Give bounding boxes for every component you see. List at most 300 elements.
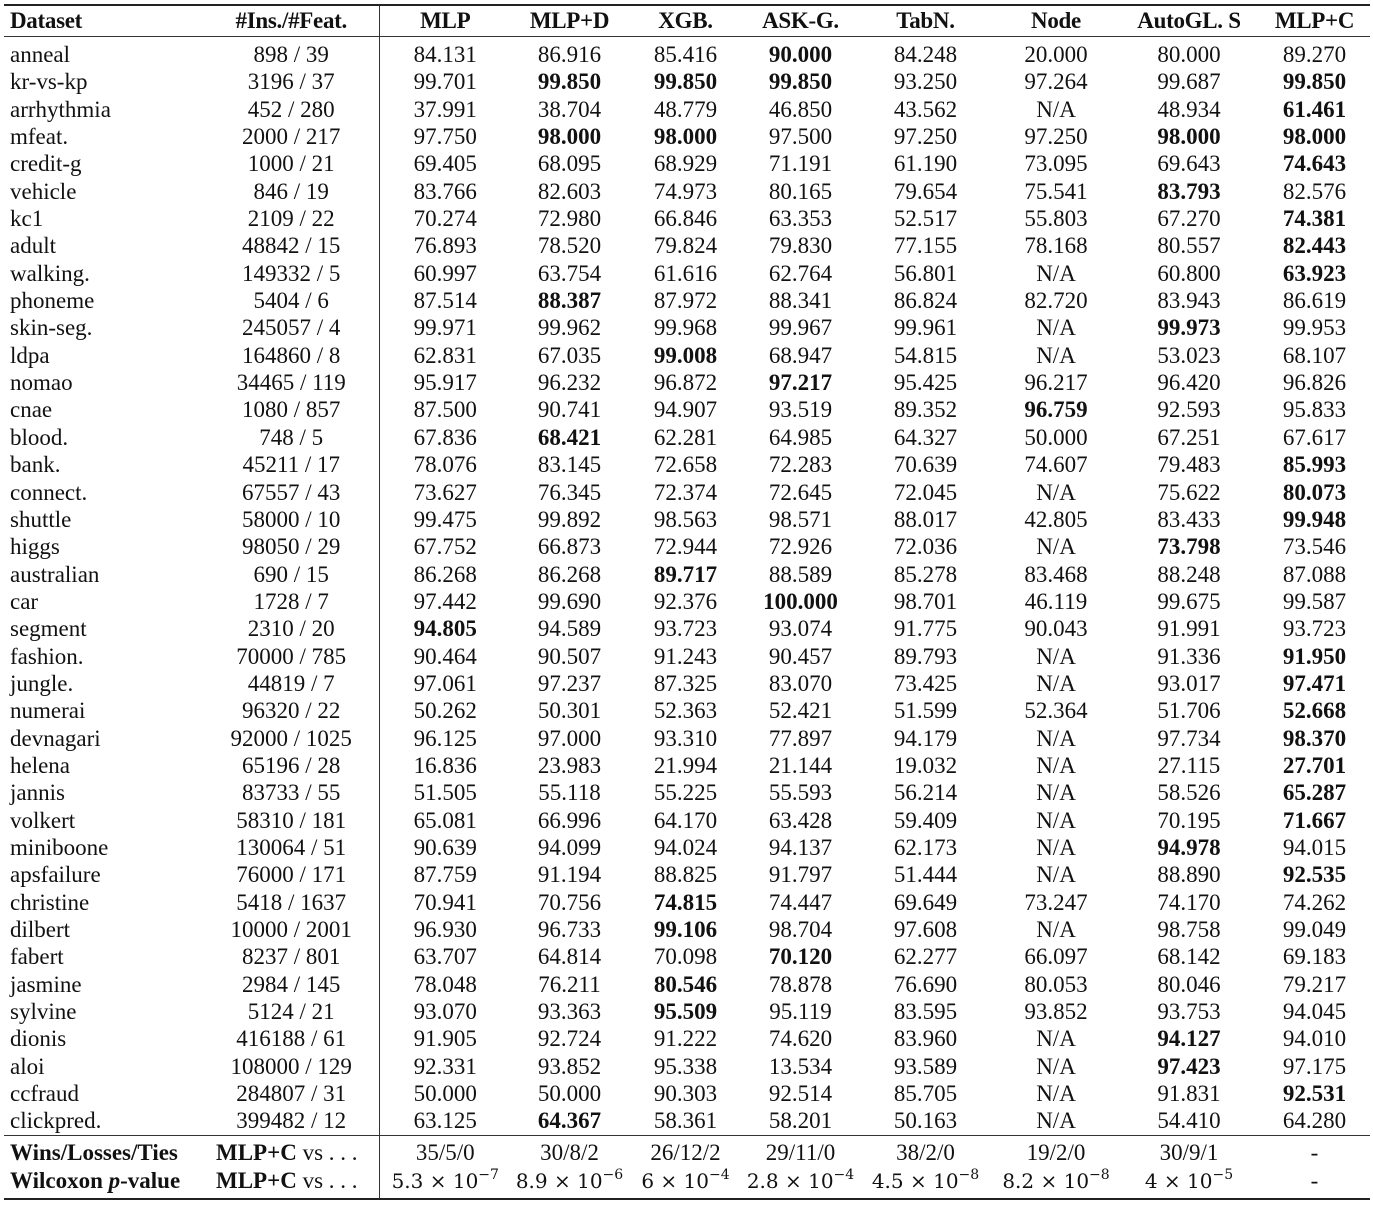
score-cell: N/A: [1036, 643, 1076, 669]
dataset-name: skin-seg.: [10, 315, 93, 341]
score-cell: 58.361: [653, 1108, 718, 1134]
score-cell-best: 94.127: [1157, 1026, 1221, 1052]
score-cell: 82.576: [1282, 178, 1347, 204]
score-cell: 95.425: [893, 370, 958, 396]
score-cell: 83.468: [1024, 561, 1088, 587]
score-cell: 87.325: [653, 670, 718, 696]
score-cell: 97.250: [893, 124, 958, 150]
score-cell-best: 63.923: [1282, 260, 1347, 286]
score-cell: 91.194: [537, 862, 602, 888]
score-cell: 86.824: [893, 288, 958, 314]
table-row: [4, 807, 1370, 834]
pvalue-exponent: −4: [833, 1166, 855, 1183]
score-cell: N/A: [1036, 1053, 1076, 1079]
score-cell: 50.163: [893, 1108, 958, 1134]
score-cell: 56.214: [893, 780, 958, 806]
score-cell: 62.173: [893, 834, 958, 860]
score-cell: N/A: [1036, 807, 1076, 833]
score-cell-best: 98.000: [1282, 124, 1347, 150]
score-cell: 63.428: [768, 807, 833, 833]
score-cell: 78.520: [537, 233, 602, 259]
score-cell: 78.878: [768, 971, 833, 997]
table-row: [4, 396, 1370, 423]
wins-losses-ties-value: 35/5/0: [415, 1140, 475, 1166]
score-cell: 72.980: [537, 206, 602, 232]
score-cell: 66.996: [537, 807, 602, 833]
column-header-method: MLP: [420, 8, 471, 34]
score-cell: 91.905: [413, 1026, 477, 1052]
score-cell: 87.500: [413, 397, 477, 423]
table-row: [4, 96, 1370, 123]
score-cell: 86.619: [1282, 288, 1347, 314]
header-row: [4, 5, 1370, 37]
score-cell: N/A: [1036, 752, 1076, 778]
score-cell: 96.733: [537, 917, 602, 943]
score-cell: 51.444: [893, 862, 958, 888]
table-row: [4, 451, 1370, 478]
score-cell: 97.175: [1282, 1053, 1347, 1079]
score-cell-best: 94.805: [413, 616, 477, 642]
score-cell: 97.750: [413, 124, 477, 150]
score-cell-best: 88.387: [537, 288, 602, 314]
instances-features: 76000 / 171: [204, 861, 379, 888]
instances-features: 67557 / 43: [204, 479, 379, 506]
score-cell: 93.852: [537, 1053, 602, 1079]
score-cell: 92.331: [413, 1053, 477, 1079]
score-cell: 98.563: [653, 506, 718, 532]
score-cell: 96.872: [653, 370, 718, 396]
score-cell: 85.278: [893, 561, 958, 587]
score-cell: 99.587: [1282, 588, 1347, 614]
score-cell: 88.017: [893, 506, 958, 532]
score-cell: 64.814: [537, 944, 602, 970]
score-cell: 89.352: [893, 397, 958, 423]
score-cell-best: 80.546: [653, 971, 718, 997]
pvalue-mantissa: 4 × 10: [1144, 1168, 1213, 1193]
score-cell: 93.250: [893, 69, 958, 95]
score-cell: 73.546: [1282, 534, 1347, 560]
instances-features: 48842 / 15: [204, 232, 379, 259]
wins-losses-ties-value: 30/9/1: [1159, 1140, 1219, 1166]
score-cell: 50.301: [537, 698, 602, 724]
pvalue-mantissa: -: [1310, 1168, 1319, 1194]
wilcoxon-pvalue: [1259, 1167, 1370, 1199]
score-cell: 51.599: [893, 698, 958, 724]
score-cell: 70.274: [413, 206, 477, 232]
wins-losses-ties-value: 19/2/0: [1026, 1140, 1086, 1166]
score-cell: 80.046: [1157, 971, 1221, 997]
score-cell: 94.099: [537, 834, 602, 860]
score-cell: 93.363: [537, 999, 602, 1025]
dataset-name: volkert: [10, 807, 76, 833]
dataset-name: car: [10, 588, 39, 614]
score-cell-best: 97.217: [768, 370, 833, 396]
score-cell: 99.892: [537, 506, 602, 532]
score-cell: 69.405: [413, 151, 477, 177]
score-cell-best: 98.000: [537, 124, 602, 150]
score-cell-best: 71.667: [1282, 807, 1347, 833]
score-cell: 99.967: [768, 315, 833, 341]
score-cell: 83.145: [537, 452, 602, 478]
score-cell: N/A: [1036, 834, 1076, 860]
instances-features: 284807 / 31: [204, 1080, 379, 1107]
score-cell: N/A: [1036, 315, 1076, 341]
score-cell: 74.170: [1157, 889, 1221, 915]
score-cell: 72.645: [768, 479, 833, 505]
dataset-name: anneal: [10, 42, 71, 68]
score-cell: 63.125: [413, 1108, 477, 1134]
table-row: [4, 752, 1370, 779]
instances-features: 748 / 5: [204, 424, 379, 451]
score-cell: 80.165: [768, 178, 833, 204]
score-cell: 52.421: [768, 698, 833, 724]
score-cell-best: 82.443: [1282, 233, 1347, 259]
dataset-name: higgs: [10, 534, 60, 560]
table-row: [4, 1080, 1370, 1107]
score-cell: 98.701: [893, 588, 958, 614]
summary-section: [4, 1135, 1370, 1199]
score-cell: 88.890: [1157, 862, 1221, 888]
column-header-method: TabN.: [896, 8, 955, 34]
score-cell: 67.035: [537, 342, 602, 368]
score-cell: 23.983: [537, 752, 602, 778]
instances-features: 5124 / 21: [204, 998, 379, 1025]
score-cell: 38.704: [537, 96, 602, 122]
score-cell: 71.191: [768, 151, 833, 177]
score-cell: 55.118: [538, 780, 601, 806]
score-cell: 13.534: [768, 1053, 833, 1079]
score-cell-best: 52.668: [1282, 698, 1347, 724]
score-cell-best: 100.000: [763, 588, 838, 614]
score-cell: 83.595: [893, 999, 958, 1025]
score-cell: 93.017: [1157, 670, 1221, 696]
score-cell: 60.997: [413, 260, 477, 286]
score-cell: 91.243: [653, 643, 718, 669]
score-cell-best: 99.850: [653, 69, 718, 95]
score-cell: 62.831: [413, 342, 477, 368]
column-header-method: Node: [1031, 8, 1081, 34]
table-row: [4, 178, 1370, 205]
column-header-method: AutoGL. S: [1137, 8, 1241, 34]
score-cell: 92.376: [653, 588, 718, 614]
table-row: [4, 369, 1370, 396]
score-cell: 83.433: [1157, 506, 1221, 532]
score-cell-best: 94.978: [1157, 834, 1221, 860]
score-cell: 55.803: [1024, 206, 1088, 232]
dataset-name: miniboone: [10, 834, 109, 860]
score-cell: 70.195: [1157, 807, 1221, 833]
score-cell: N/A: [1036, 1081, 1076, 1107]
score-cell: 55.593: [768, 780, 833, 806]
dataset-name: apsfailure: [10, 862, 101, 888]
score-cell: 61.190: [893, 151, 958, 177]
score-cell: 99.968: [653, 315, 718, 341]
score-cell: 97.442: [413, 588, 477, 614]
score-cell: 72.045: [893, 479, 958, 505]
dataset-name: numerai: [10, 698, 86, 724]
score-cell: N/A: [1036, 670, 1076, 696]
score-cell-best: 80.073: [1282, 479, 1347, 505]
score-cell: 97.237: [537, 670, 602, 696]
score-cell: 96.217: [1024, 370, 1088, 396]
score-cell: 99.687: [1157, 69, 1221, 95]
instances-features: 8237 / 801: [204, 943, 379, 970]
score-cell-best: 92.535: [1282, 862, 1347, 888]
score-cell: 46.119: [1024, 588, 1088, 614]
score-cell: 74.607: [1024, 452, 1088, 478]
dataset-name: helena: [10, 752, 71, 778]
score-cell-best: 99.850: [768, 69, 833, 95]
score-cell: N/A: [1036, 780, 1076, 806]
score-cell: 91.336: [1157, 643, 1221, 669]
instances-features: 5404 / 6: [204, 287, 379, 314]
score-cell-best: 92.531: [1282, 1081, 1347, 1107]
score-cell: 97.264: [1024, 69, 1088, 95]
table-row: [4, 1053, 1370, 1080]
instances-features: 2109 / 22: [204, 205, 379, 232]
column-header-method: XGB.: [658, 8, 713, 34]
table-row: [4, 205, 1370, 232]
score-cell-best: 99.948: [1282, 506, 1347, 532]
score-cell: 52.517: [893, 206, 958, 232]
table-row: [4, 588, 1370, 615]
score-cell: 94.015: [1282, 834, 1347, 860]
score-cell: 93.074: [768, 616, 833, 642]
instances-features: 1000 / 21: [204, 150, 379, 177]
score-cell: 86.268: [537, 561, 602, 587]
table-row: [4, 861, 1370, 888]
score-cell-best: 68.421: [537, 424, 602, 450]
summary-vs-label: MLP+C vs . . .: [204, 1135, 379, 1167]
dataset-name: kr-vs-kp: [10, 69, 88, 95]
score-cell: 68.947: [768, 342, 833, 368]
table-row: [4, 150, 1370, 177]
dataset-name: ldpa: [10, 342, 50, 368]
score-cell: 50.262: [413, 698, 477, 724]
instances-features: 399482 / 12: [204, 1107, 379, 1135]
score-cell-best: 95.509: [653, 999, 718, 1025]
table-row: [4, 670, 1370, 697]
summary-vs-label: MLP+C vs . . .: [204, 1167, 379, 1199]
score-cell: 89.270: [1282, 42, 1347, 68]
score-cell: 54.410: [1157, 1108, 1221, 1134]
score-cell: 96.930: [413, 917, 477, 943]
score-cell: 50.000: [537, 1081, 602, 1107]
instances-features: 45211 / 17: [204, 451, 379, 478]
score-cell: 99.971: [413, 315, 477, 341]
score-cell: N/A: [1036, 725, 1076, 751]
wins-losses-ties-row: [4, 1135, 1370, 1167]
score-cell: 91.991: [1157, 616, 1221, 642]
score-cell: N/A: [1036, 534, 1076, 560]
score-cell: 98.758: [1157, 917, 1221, 943]
score-cell: 91.831: [1157, 1081, 1221, 1107]
score-cell: 91.775: [893, 616, 958, 642]
score-cell: 48.779: [653, 96, 718, 122]
score-cell: 79.483: [1157, 452, 1221, 478]
dataset-name: kc1: [10, 206, 44, 232]
score-cell: 94.137: [768, 834, 833, 860]
instances-features: 1728 / 7: [204, 588, 379, 615]
score-cell: 58.526: [1157, 780, 1221, 806]
score-cell: 94.010: [1282, 1026, 1347, 1052]
instances-features: 452 / 280: [204, 96, 379, 123]
score-cell: 64.327: [893, 424, 958, 450]
score-cell: 83.943: [1157, 288, 1221, 314]
score-cell: 16.836: [413, 752, 477, 778]
score-cell: 67.836: [413, 424, 477, 450]
score-cell: 67.752: [413, 534, 477, 560]
score-cell: 60.800: [1157, 260, 1221, 286]
score-cell: 94.907: [653, 397, 718, 423]
score-cell: 97.734: [1157, 725, 1221, 751]
score-cell: 79.217: [1282, 971, 1347, 997]
score-cell: 64.280: [1282, 1108, 1347, 1134]
pvalue-mantissa: 5.3 × 10: [391, 1168, 479, 1193]
score-cell: 93.723: [653, 616, 718, 642]
score-cell: 75.541: [1024, 178, 1088, 204]
score-cell-best: 97.423: [1157, 1053, 1221, 1079]
score-cell: 62.764: [768, 260, 833, 286]
dataset-name: nomao: [10, 370, 73, 396]
instances-features: 416188 / 61: [204, 1025, 379, 1052]
score-cell: 62.281: [653, 424, 718, 450]
instances-features: 3196 / 37: [204, 68, 379, 95]
score-cell-best: 73.798: [1157, 534, 1221, 560]
instances-features: 164860 / 8: [204, 342, 379, 369]
score-cell: 67.270: [1157, 206, 1221, 232]
score-cell: 37.991: [413, 96, 477, 122]
score-cell: 79.824: [653, 233, 718, 259]
score-cell-best: 83.793: [1157, 178, 1221, 204]
score-cell: 59.409: [893, 807, 958, 833]
table-row: [4, 916, 1370, 943]
score-cell: 86.916: [537, 42, 602, 68]
table-row: [4, 779, 1370, 806]
column-header-method: MLP+C: [1274, 8, 1355, 34]
table-row: [4, 998, 1370, 1025]
score-cell: 84.131: [413, 42, 477, 68]
score-cell: 97.250: [1024, 124, 1088, 150]
score-cell: 72.374: [653, 479, 718, 505]
instances-features: 2000 / 217: [204, 123, 379, 150]
score-cell: 78.076: [413, 452, 477, 478]
score-cell: 74.447: [768, 889, 833, 915]
score-cell: 46.850: [768, 96, 833, 122]
score-cell: 93.310: [653, 725, 718, 751]
score-cell: 85.416: [653, 42, 718, 68]
score-cell: N/A: [1036, 917, 1076, 943]
score-cell: 21.144: [768, 752, 833, 778]
score-cell: N/A: [1036, 862, 1076, 888]
score-cell: 67.251: [1157, 424, 1221, 450]
score-cell: N/A: [1036, 1108, 1076, 1134]
dataset-name: cnae: [10, 397, 53, 423]
instances-features: 10000 / 2001: [204, 916, 379, 943]
score-cell-best: 27.701: [1282, 752, 1347, 778]
score-cell: 92.593: [1157, 397, 1221, 423]
table-row: [4, 68, 1370, 95]
score-cell: 58.201: [768, 1108, 833, 1134]
pvalue-mantissa: 8.2 × 10: [1002, 1168, 1090, 1193]
score-cell-best: 99.008: [653, 342, 718, 368]
instances-features: 65196 / 28: [204, 752, 379, 779]
score-cell: 89.793: [893, 643, 958, 669]
score-cell: 66.873: [537, 534, 602, 560]
table-row: [4, 342, 1370, 369]
table-row: [4, 287, 1370, 314]
score-cell: 52.364: [1024, 698, 1088, 724]
instances-features: 44819 / 7: [204, 670, 379, 697]
score-cell-best: 99.106: [653, 917, 718, 943]
dataset-name: devnagari: [10, 725, 101, 751]
score-cell: 83.960: [893, 1026, 958, 1052]
dataset-name: shuttle: [10, 506, 72, 532]
score-cell: 88.825: [653, 862, 718, 888]
table-row: [4, 232, 1370, 259]
score-cell: 94.589: [537, 616, 602, 642]
score-cell: 92.514: [768, 1081, 833, 1107]
score-cell: 94.045: [1282, 999, 1347, 1025]
score-cell: 68.142: [1157, 944, 1221, 970]
wilcoxon-pvalue: [743, 1167, 858, 1199]
wins-losses-ties-value: 29/11/0: [765, 1140, 836, 1166]
score-cell: 96.125: [413, 725, 477, 751]
score-cell: N/A: [1036, 96, 1076, 122]
score-cell: 95.338: [653, 1053, 718, 1079]
score-cell: 79.830: [768, 233, 833, 259]
score-cell: 21.994: [653, 752, 718, 778]
dataset-name: arrhythmia: [10, 96, 111, 122]
instances-features: 149332 / 5: [204, 260, 379, 287]
table-row: [4, 1107, 1370, 1135]
dataset-name: clickpred.: [10, 1108, 102, 1134]
dataset-name: jungle.: [10, 670, 74, 696]
instances-features: 70000 / 785: [204, 643, 379, 670]
score-cell: 72.283: [768, 452, 833, 478]
dataset-name: aloi: [10, 1053, 45, 1079]
score-cell: 88.341: [768, 288, 833, 314]
instances-features: 108000 / 129: [204, 1053, 379, 1080]
table-row: [4, 424, 1370, 451]
score-cell-best: 97.471: [1282, 670, 1347, 696]
score-cell: 78.168: [1024, 233, 1088, 259]
instances-features: 98050 / 29: [204, 533, 379, 560]
score-cell: 97.000: [537, 725, 602, 751]
score-cell-best: 74.643: [1282, 151, 1347, 177]
pvalue-exponent: −6: [602, 1166, 624, 1183]
dataset-name: ccfraud: [10, 1081, 79, 1107]
score-cell: 55.225: [653, 780, 718, 806]
score-cell-best: 91.950: [1282, 643, 1347, 669]
pvalue-exponent: −4: [709, 1166, 730, 1183]
score-cell: 90.303: [653, 1081, 718, 1107]
score-cell-best: 70.120: [768, 944, 833, 970]
score-cell: 93.753: [1157, 999, 1221, 1025]
dataset-name: blood.: [10, 424, 69, 450]
score-cell: 99.049: [1282, 917, 1347, 943]
score-cell: 74.973: [653, 178, 718, 204]
dataset-name: fabert: [10, 944, 64, 970]
score-cell: 73.247: [1024, 889, 1088, 915]
score-cell: 69.643: [1157, 151, 1221, 177]
wins-losses-ties-value: 26/12/2: [650, 1140, 721, 1166]
table-row: [4, 615, 1370, 642]
score-cell: 86.268: [413, 561, 477, 587]
score-cell: 64.170: [653, 807, 718, 833]
score-cell: 62.277: [893, 944, 958, 970]
score-cell: 88.248: [1157, 561, 1221, 587]
